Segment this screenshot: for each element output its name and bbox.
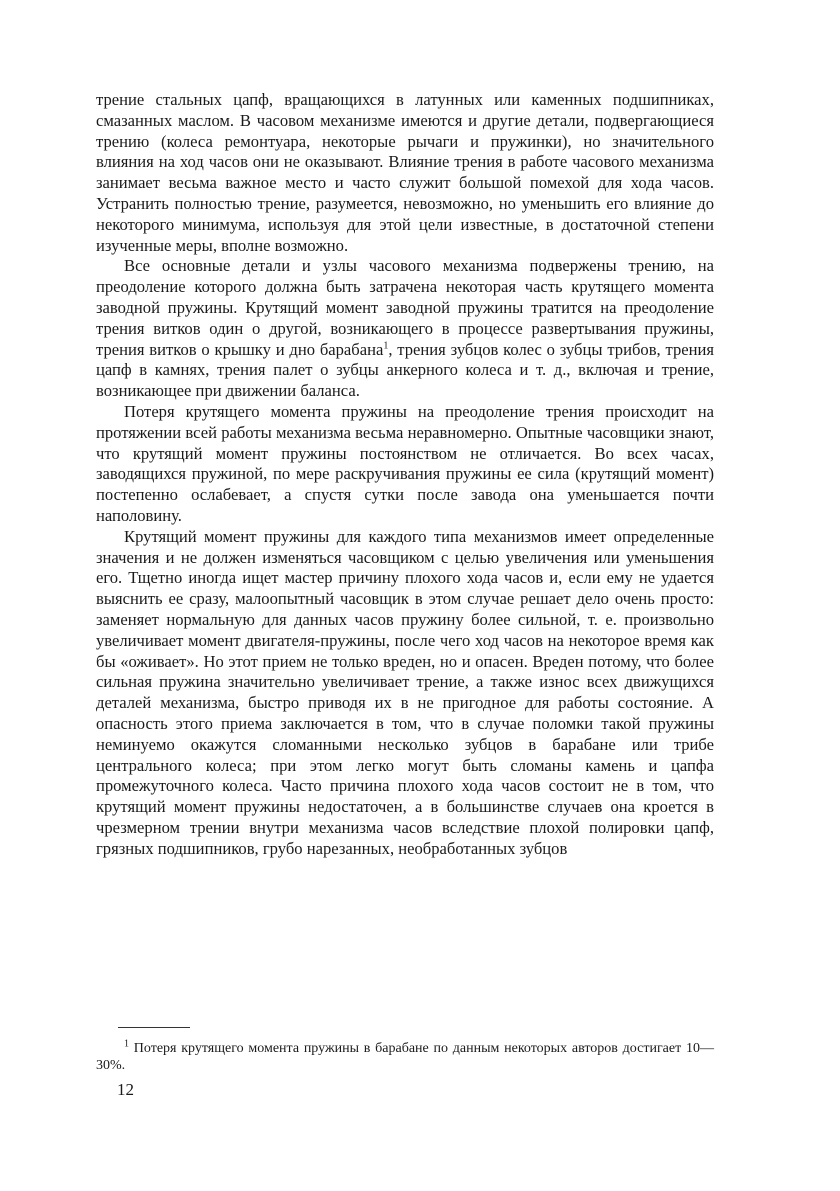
footnote	[96, 1040, 714, 1074]
paragraph-4: Крутящий момент пружины для каждого типа механизмов имеет определенные значения и не должен изменяться часовщиком с целью увеличения или уменьшения его. Тщетно иногда ищет мастер причину плохого хода часов и, если ему не удается выяснить ее сразу, малоопытный часовщик в этом случае решает дело очень просто: заменяет нормальную для данных часов пружину более сильной, т. е. произвольно увеличивает момент двигателя-пружины, после чего ход часов на некоторое время как бы «оживает». Но этот прием не только вреден, но и опасен. Вреден потому, что более сильная пружина значительно увеличивает трение, а также износ всех движущихся деталей механизма, быстро приводя их в не пригодное для работы состояние. А опасность этого приема заключается в том, что в случае поломки такой пружины неминуемо окажутся сломанными несколько зубцов в барабане или трибе центрального колеса; при этом легко могут быть сломаны камень и цапфа промежуточного колеса. Часто причина плохого хода часов состоит не в том, что крутящий момент пружины недостаточен, а в большинстве случаев она кроется в чрезмерном трении внутри механизма часов вследствие плохой полировки цапф, грязных подшипников, грубо нарезанных, необработанных зубцов	[96, 526, 714, 858]
footnote-reference: 1	[383, 340, 389, 352]
paragraph-2-part-a: Все основные детали и узлы часового механизма подвержены трению, на преодоление которого должна быть затрачена некоторая часть крутящего момента заводной пружины. Крутящий момент заводной пружины тратится на преодоление трения витков один о другой, возникающего в процессе развертывания пружины, трения витков о крышку и дно барабана	[96, 256, 714, 359]
footnote-separator	[118, 1027, 190, 1028]
page-number: 12	[117, 1080, 134, 1099]
paragraph-2-part-b: , трения зубцов колес о зубцы трибов, трения цапф в камнях, трения палет о зубцы анкерного колеса и т. д., включая и трение, возникающее при движении баланса.	[96, 339, 714, 401]
footnote-mark: 1	[124, 1038, 129, 1050]
paragraph-1: трение стальных цапф, вращающихся в латунных или каменных подшипниках, смазанных маслом. В часовом механизме имеются и другие детали, подвергающиеся трению (колеса ремонтуара, некоторые рычаги и пружинки), но значительного влияния на ход часов они не оказывают. Влияние трения в работе часового механизма занимает весьма важное место и часто служит большой помехой для хода часов. Устранить полностью трение, разумеется, невозможно, но уменьшить его влияние до некоторого минимума, используя для этой цели известные, в достаточной степени изученные меры, вполне возможно.	[96, 90, 714, 255]
footnote-text: Потеря крутящего момента пружины в барабане по данным некоторых авторов достигает 10—30%.	[96, 1041, 714, 1073]
body-text	[96, 90, 714, 859]
paragraph-2	[96, 256, 714, 402]
paragraph-3: Потеря крутящего момента пружины на преодоление трения происходит на протяжении всей работы механизма весьма неравномерно. Опытные часовщики знают, что крутящий момент пружины постоянством не отличается. Во всех часах, заводящихся пружиной, по мере раскручивания пружины ее сила (крутящий момент) постепенно ослабевает, а спустя сутки после завода она уменьшается почти наполовину.	[96, 401, 714, 525]
